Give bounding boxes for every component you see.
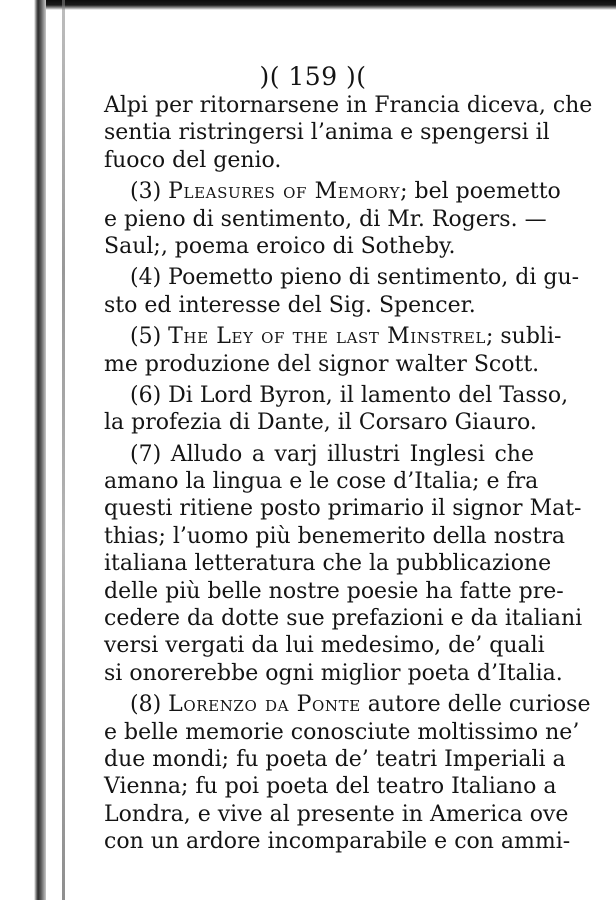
text-line: (6) Di Lord Byron, il lamento del Tasso, <box>130 382 569 408</box>
footnote-3 <box>104 178 561 260</box>
page-number: )( 159 )( <box>259 62 367 91</box>
footnote-8 <box>104 691 591 855</box>
text-line: cedere da dotte sue prefazioni e da italiani <box>104 606 583 632</box>
text-line: Alpi per ritornarsene in Francia diceva, che <box>104 93 593 118</box>
text-line: (7) Alludo a varj illustri Inglesi che <box>130 441 534 467</box>
footnote-6 <box>104 382 569 437</box>
text-line: me produzione del signor walter Scott. <box>104 351 540 377</box>
text-line <box>104 691 591 718</box>
text-line: Londra, e vive al presente in America ove <box>104 801 569 827</box>
note-number: (5) <box>130 324 169 350</box>
footnotes-text <box>104 92 593 856</box>
text-line: amano la lingua e le cose d’Italia; e fra <box>104 469 539 495</box>
footnote-5 <box>104 323 562 378</box>
page-top-edge <box>0 0 616 10</box>
text-line: si onorerebbe ogni miglior poeta d’Italia. <box>104 660 563 686</box>
paragraph-continuation <box>104 92 593 174</box>
text-line: sentia ristringersi l’anima e spengersi il <box>104 120 550 146</box>
work-title: The Ley of the last Minstrel <box>168 324 486 350</box>
text-line: delle più belle nostre poesie ha fatte pre- <box>104 578 564 604</box>
text-line: con un ardore incomparabile e con ammi- <box>104 829 571 855</box>
text-line: questi ritiene posto primario il signor Mat- <box>104 496 582 522</box>
note-number: (3) <box>130 179 169 205</box>
text-line: e pieno di sentimento, di Mr. Rogers. — <box>104 206 547 232</box>
work-title: Pleasures of Memory <box>168 179 401 205</box>
text-line: versi vergati da lui medesimo, de’ quali <box>104 633 545 659</box>
text-line: sto ed interesse del Sig. Spencer. <box>104 292 476 318</box>
line-text: autore delle curiose <box>360 692 591 718</box>
text-line: fuoco del genio. <box>104 147 282 173</box>
text-line: Vienna; fu poi poeta del teatro Italiano a <box>104 774 557 800</box>
gutter-shadow <box>62 0 65 900</box>
text-line: thias; l’uomo più benemerito della nostra <box>104 523 565 549</box>
binding-gutter <box>0 0 46 900</box>
text-line <box>104 178 561 205</box>
line-text: ; bel poemetto <box>400 179 561 205</box>
text-line: Saul;‚ poema eroico di Sotheby. <box>104 233 456 259</box>
text-line: italiana letteratura che la pubblicazione <box>104 551 552 577</box>
text-line: la profezia di Dante, il Corsaro Giauro. <box>104 410 537 436</box>
note-number: (8) <box>130 692 169 718</box>
person-name: Lorenzo da Ponte <box>168 692 361 718</box>
footnote-4 <box>104 264 580 319</box>
text-line: due mondi; fu poeta de’ teatri Imperiali a <box>104 746 566 772</box>
footnote-7 <box>104 441 583 688</box>
line-text: ; subli- <box>485 324 562 350</box>
text-line: e belle memorie conosciute moltissimo ne’ <box>104 719 580 745</box>
text-line <box>104 323 562 350</box>
text-line: (4) Poemetto pieno di sentimento, di gu- <box>130 265 580 291</box>
